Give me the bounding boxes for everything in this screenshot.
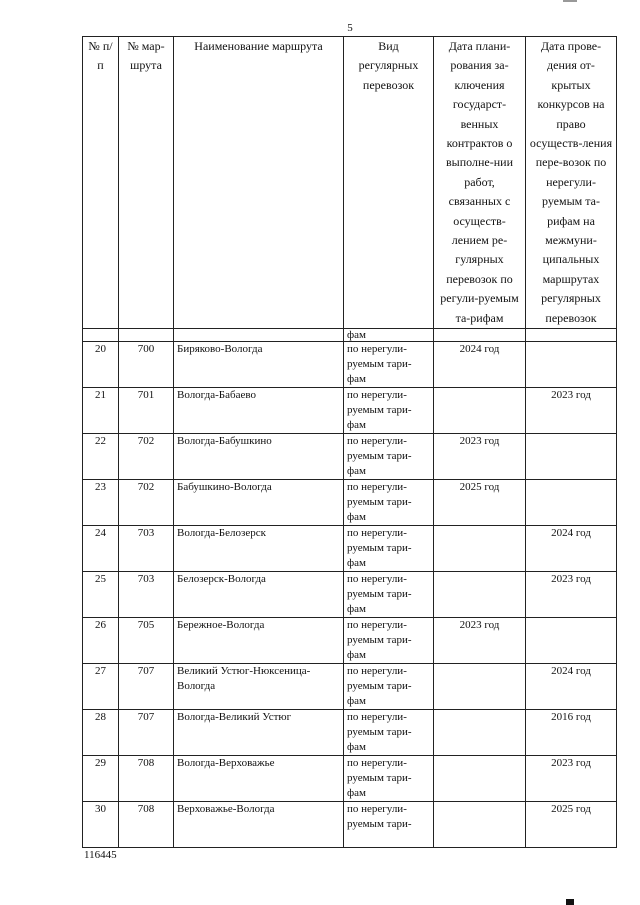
cell-row-number: 29 xyxy=(83,756,119,802)
table-row xyxy=(83,342,617,388)
cell-planning-date xyxy=(434,710,526,756)
page-number: 5 xyxy=(347,22,353,34)
cell-transport-type: по нерегули-руемым тари-фам xyxy=(344,756,434,802)
table-row xyxy=(83,526,617,572)
cell-row-number: 20 xyxy=(83,342,119,388)
cell-planning-date: 2024 год xyxy=(434,342,526,388)
cell-row-number: 24 xyxy=(83,526,119,572)
header-planning-date: Дата плани-рования за-ключения государст-венных контрактов о выполне-нии работ, связанных с осуществ-лением ре-гулярных перевозок по регули-руемым та-рифам xyxy=(434,37,526,329)
cell-contest-date: 2023 год xyxy=(526,388,617,434)
header-transport-type: Вид регулярных перевозок xyxy=(344,37,434,329)
cell-route-name: Вологда-Верховажье xyxy=(174,756,344,802)
cell-contest-date xyxy=(526,434,617,480)
cell-route-number: 700 xyxy=(119,342,174,388)
cell-contest-date: 2024 год xyxy=(526,664,617,710)
cell-contest-date: 2024 год xyxy=(526,526,617,572)
cell-transport-type: по нерегули-руемым тари- xyxy=(344,802,434,848)
cell-route-number: 702 xyxy=(119,480,174,526)
cell-contest-date: 2016 год xyxy=(526,710,617,756)
cell-route-number: 708 xyxy=(119,756,174,802)
cell-planning-date: 2025 год xyxy=(434,480,526,526)
cell-planning-date xyxy=(434,664,526,710)
table-row xyxy=(83,756,617,802)
cell-route-name: Вологда-Великий Устюг xyxy=(174,710,344,756)
cell-contest-date xyxy=(526,342,617,388)
cell-contest-date xyxy=(526,480,617,526)
cell-planning-date xyxy=(434,388,526,434)
cell-transport-type: по нерегули-руемым тари-фам xyxy=(344,710,434,756)
cell-route-number: 705 xyxy=(119,618,174,664)
cell-planning-date xyxy=(434,802,526,848)
cell-row-number: 25 xyxy=(83,572,119,618)
header-no-pp: № п/п xyxy=(83,37,119,329)
table-row xyxy=(83,664,617,710)
cell-route-number: 702 xyxy=(119,434,174,480)
cell-contest-date: 2023 год xyxy=(526,572,617,618)
cell-route-number: 707 xyxy=(119,664,174,710)
cell-contest-date xyxy=(526,618,617,664)
cell-row-number: 22 xyxy=(83,434,119,480)
cell-route-name: Вологда-Белозерск xyxy=(174,526,344,572)
cell-route-number: 707 xyxy=(119,710,174,756)
cell-route-name: Верховажье-Вологда xyxy=(174,802,344,848)
cell-transport-type: по нерегули-руемым тари-фам xyxy=(344,572,434,618)
table-row xyxy=(83,802,617,848)
cell-route-number: 703 xyxy=(119,526,174,572)
cell-row-number: 30 xyxy=(83,802,119,848)
cell-route-name: Вологда-Бабаево xyxy=(174,388,344,434)
cell-transport-type: по нерегули-руемым тари-фам xyxy=(344,342,434,388)
table-row xyxy=(83,388,617,434)
cell-row-number: 27 xyxy=(83,664,119,710)
cell-route-name: Бережное-Вологда xyxy=(174,618,344,664)
top-edge-mark xyxy=(563,0,577,2)
cell-route-name: Белозерск-Вологда xyxy=(174,572,344,618)
cell-route-name: Бабушкино-Вологда xyxy=(174,480,344,526)
cell-planning-date xyxy=(434,756,526,802)
header-route-name: Наименование маршрута xyxy=(174,37,344,329)
header-row xyxy=(83,37,617,329)
cell-route-name: Биряково-Вологда xyxy=(174,342,344,388)
cell-planning-date xyxy=(434,572,526,618)
cell-route-number: 701 xyxy=(119,388,174,434)
cell-transport-type: по нерегули-руемым тари-фам xyxy=(344,664,434,710)
cell-row-number: 21 xyxy=(83,388,119,434)
corner-mark xyxy=(566,899,574,905)
header-route-number: № мар-шрута xyxy=(119,37,174,329)
cell-transport-type: по нерегули-руемым тари-фам xyxy=(344,526,434,572)
document-code: 116445 xyxy=(84,849,117,861)
cell-planning-date: 2023 год xyxy=(434,434,526,480)
cell-route-number: 708 xyxy=(119,802,174,848)
cell-contest-date: 2025 год xyxy=(526,802,617,848)
cell-route-name: Вологда-Бабушкино xyxy=(174,434,344,480)
cell-contest-date: 2023 год xyxy=(526,756,617,802)
routes-table xyxy=(82,36,617,848)
cell-planning-date: 2023 год xyxy=(434,618,526,664)
continuation-row xyxy=(83,329,617,342)
header-contest-date: Дата прове-дения от-крытых конкурсов на право осуществ-ления пере-возок по нерегули-руемым та-рифам на межмуни-ципальных маршрутах регулярных перевозок xyxy=(526,37,617,329)
cell-row-number: 26 xyxy=(83,618,119,664)
table-row xyxy=(83,618,617,664)
cell-transport-type: по нерегули-руемым тари-фам xyxy=(344,480,434,526)
table-row xyxy=(83,434,617,480)
cell-row-number: 23 xyxy=(83,480,119,526)
cell-planning-date xyxy=(434,526,526,572)
cell-route-number: 703 xyxy=(119,572,174,618)
cell-transport-type: по нерегули-руемым тари-фам xyxy=(344,388,434,434)
table-row xyxy=(83,710,617,756)
table-row xyxy=(83,572,617,618)
cell-route-name: Великий Устюг-Нюксеница-Вологда xyxy=(174,664,344,710)
cell-transport-type: по нерегули-руемым тари-фам xyxy=(344,618,434,664)
continuation-text: фам xyxy=(344,329,434,342)
table-row xyxy=(83,480,617,526)
cell-row-number: 28 xyxy=(83,710,119,756)
cell-transport-type: по нерегули-руемым тари-фам xyxy=(344,434,434,480)
